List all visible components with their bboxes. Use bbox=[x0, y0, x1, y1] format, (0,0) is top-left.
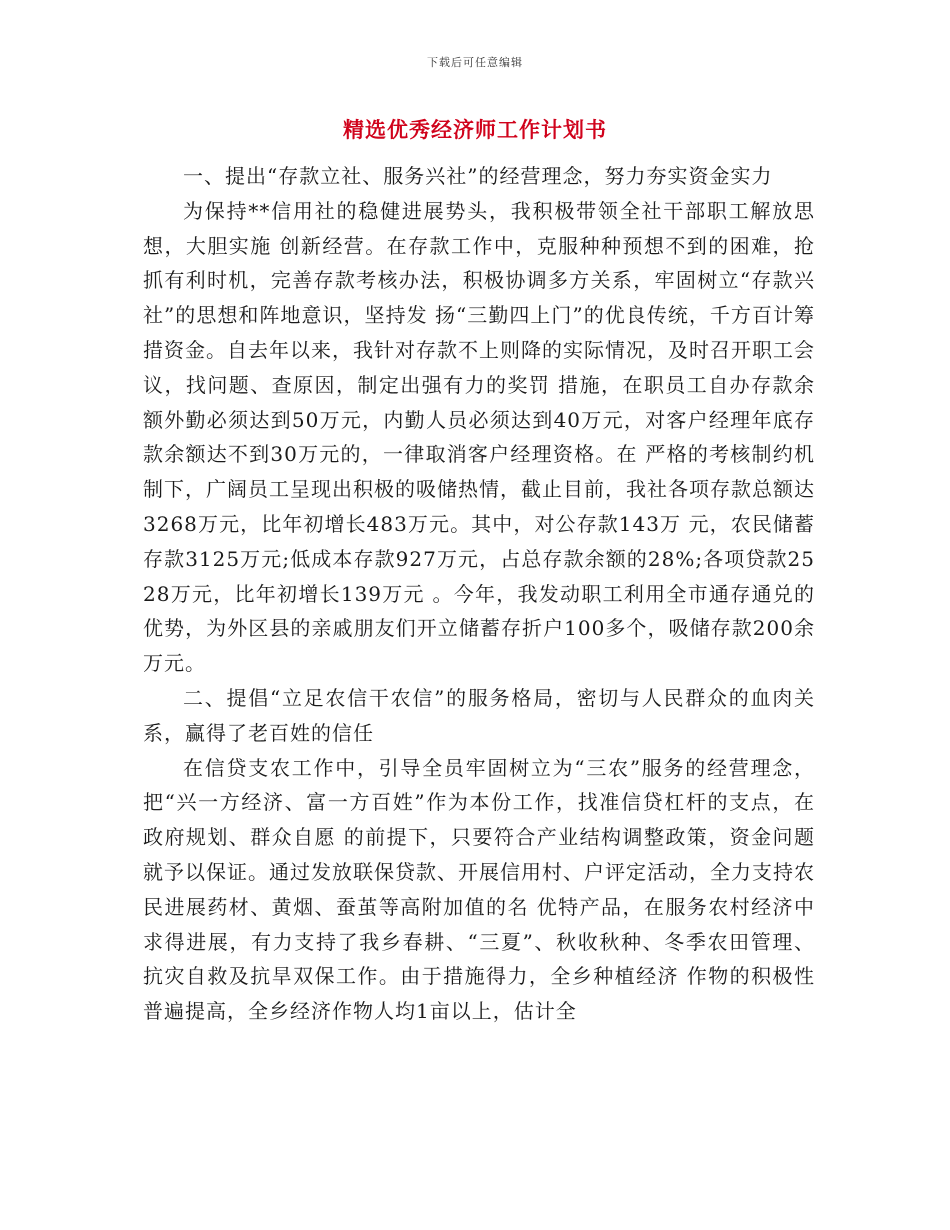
header-note: 下载后可任意编辑 bbox=[427, 56, 523, 69]
section-heading-2: 二、提倡“立足农信干农信”的服务格局，密切与人民群众的血肉关系，赢得了老百姓的信任 bbox=[143, 685, 815, 745]
document-body bbox=[143, 159, 815, 1029]
section-heading-1: 一、提出“存款立社、服务兴社”的经营理念，努力夯实资金实力 bbox=[183, 164, 773, 188]
paragraph-deposits: 为保持**信用社的稳健进展势头，我积极带领全社干部职工解放思想，大胆实施 创新经营。在存款工作中，克服种种预想不到的困难，抢抓有利时机，完善存款考核办法，积极协调多方关系，牢固树立“存款兴社”的思想和阵地意识，坚持发 扬“三勤四上门”的优良传统，千方百计筹措资金。自去年以来，我针对存款不上则降的实际情况，及时召开职工会议，找问题、查原因，制定出强有力的奖罚 措施，在职员工自办存款余额外勤必须达到50万元，内勤人员必须达到40万元，对客户经理年底存款余额达不到30万元的，一律取消客户经理资格。在 严格的考核制约机制下，广阔员工呈现出积极的吸储热情，截止目前，我社各项存款总额达3268万元，比年初增长483万元。其中，对公存款143万 元，农民储蓄存款3125万元;低成本存款927万元，占总存款余额的28%;各项贷款2528万元，比年初增长139万元 。今年，我发动职工利用全市通存通兑的优势，为外区县的亲戚朋友们开立储蓄存折户100多个，吸储存款200余万元。 bbox=[143, 198, 815, 676]
document-title: 精选优秀经济师工作计划书 bbox=[343, 117, 607, 142]
paragraph-credit-support: 在信贷支农工作中，引导全员牢固树立为“三农”服务的经营理念，把“兴一方经济、富一方百姓”作为本份工作，找准信贷杠杆的支点，在政府规划、群众自愿 的前提下，只要符合产业结构调整政策，资金问题就予以保证。通过发放联保贷款、开展信用村、户评定活动，全力支持农民进展药材、黄烟、蚕茧等高附加值的名 优特产品，在服务农村经济中求得进展，有力支持了我乡春耕、“三夏”、秋收秋种、冬季农田管理、抗灾自救及抗旱双保工作。由于措施得力，全乡种植经济 作物的积极性普遍提高，全乡经济作物人均1亩以上，估计全 bbox=[143, 755, 815, 1024]
